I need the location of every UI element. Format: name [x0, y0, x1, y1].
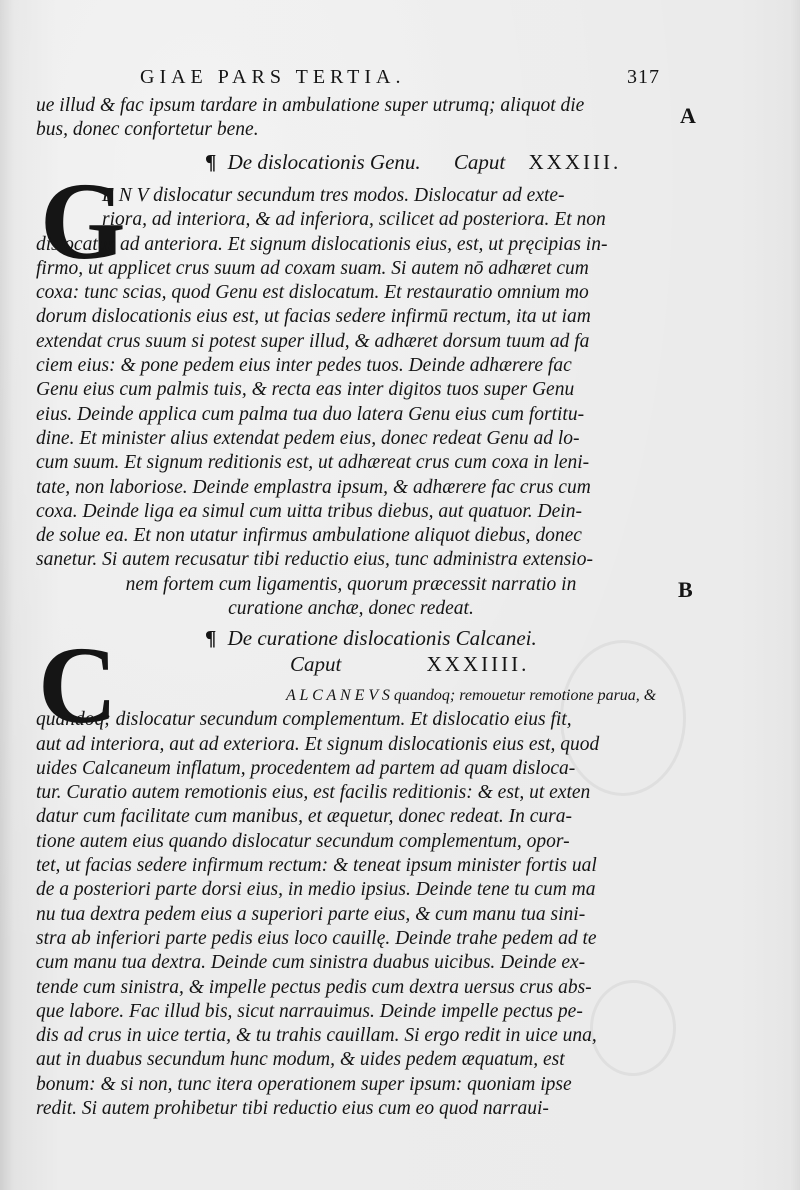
text-line: cum manu tua dextra. Deinde cum sinistra duabus uicibus. Deinde ex- — [36, 952, 586, 974]
text-line: datur cum facilitate cum manibus, et æquetur, donec redeat. In cura- — [36, 806, 572, 828]
text-line: dine. Et minister alius extendat pedem eius, donec redeat Genu ad lo- — [36, 427, 580, 449]
text-line: aut ad interiora, aut ad exteriora. Et signum dislocationis eius est, quod — [36, 733, 600, 755]
text-line: de a posteriori parte dorsi eius, in medio ipsius. Deinde tene tu cum ma — [36, 879, 596, 901]
caput-label: Caput — [453, 150, 506, 174]
text-line: tate, non laboriose. Deinde emplastra ipsum, & adhærere fac crus cum — [36, 476, 591, 498]
text-line-centered: curatione anchæ, donec redeat. — [228, 598, 474, 620]
chapter-heading — [205, 150, 621, 175]
pilcrow-icon: ¶ — [205, 150, 217, 174]
text-line: dis ad crus in uice tertia, & tu trahis cauillam. Si ergo redit in uice una, — [36, 1025, 597, 1047]
text-line: tione autem eius quando dislocatur secundum complementum, opor- — [36, 830, 570, 852]
intro-paragraph — [36, 94, 666, 143]
text-line: de solue ea. Et non utatur infirmus ambulatione aliquot diebus, donec — [36, 525, 582, 547]
text-line: A L C A N E V S quandoq; remouetur remotione parua, & — [286, 687, 657, 704]
chapter-title: De curatione dislocationis Calcanei. — [227, 626, 537, 650]
text-line: tet, ut facias sedere infirmum rectum: & teneat ipsum minister fortis ual — [36, 855, 597, 877]
text-line: tende cum sinistra, & impelle pectus pedis cum dextra uersus crus abs- — [36, 976, 592, 998]
text-line: ciem eius: & pone pedem eius inter pedes tuos. Deinde adhærere fac — [36, 355, 572, 377]
text-line: stra ab inferiori parte pedis eius loco cauillę. Deinde trahe pedem ad te — [36, 927, 597, 949]
text-line: riora, ad interiora, & ad inferiora, scilicet ad posteriora. Et non — [102, 209, 606, 231]
margin-letter-a: A — [680, 103, 696, 128]
caput-label: Caput — [290, 652, 342, 676]
text-line: extendat crus suum si potest super illud, & adhæret dorsum tuum ad fa — [36, 330, 590, 352]
page-number: 317 — [627, 66, 660, 88]
text-line: sanetur. Si autem recusatur tibi reductio eius, tunc administra extensio- — [36, 549, 593, 571]
text-line: uides Calcaneum inflatum, procedentem ad partem ad quam disloca- — [36, 757, 576, 779]
drop-cap: C — [38, 624, 118, 746]
text-line-centered: nem fortem cum ligamentis, quorum præcessit narratio in — [125, 573, 577, 595]
text-line: firmo, ut applicet crus suum ad coxam suam. Si autem nō adhæret cum — [36, 257, 589, 279]
drop-cap: G — [40, 160, 126, 282]
running-header — [140, 66, 660, 89]
pilcrow-icon: ¶ — [205, 626, 217, 650]
margin-letter-b: B — [678, 577, 693, 602]
caput-number: XXXIII. — [528, 150, 622, 174]
chapter-heading — [205, 626, 537, 651]
text-line: redit. Si autem prohibetur tibi reductio eius cum eo quod narraui- — [36, 1098, 549, 1120]
text-line: cum suum. Et signum reditionis est, ut adhæreat crus cum coxa in leni- — [36, 452, 590, 474]
chapter-text — [36, 184, 666, 621]
text-line: coxa. Deinde liga ea simul cum uitta tribus diebus, aut quatuor. Dein- — [36, 500, 582, 522]
text-line: bus, donec confortetur bene. — [36, 119, 259, 141]
chapter-text — [36, 684, 666, 1121]
caput-line — [290, 652, 529, 677]
text-line: E N V dislocatur secundum tres modos. Dislocatur ad exte- — [102, 185, 565, 206]
text-line: aut in duabus secundum hunc modum, & uides pedem æquatum, est — [36, 1049, 565, 1071]
running-title: GIAE PARS TERTIA. — [140, 66, 406, 88]
text-line: ue illud & fac ipsum tardare in ambulatione super utrumq; aliquot die — [36, 95, 585, 116]
text-line: Genu eius cum palmis tuis, & recta eas inter digitos tuos super Genu — [36, 379, 575, 401]
text-line: dislocatur ad anteriora. Et signum dislocationis eius, est, ut pręcipias in- — [36, 233, 608, 255]
text-line: que labore. Fac illud bis, sicut narrauimus. Deinde impelle pectus pe- — [36, 1000, 583, 1022]
chapter-title: De dislocationis Genu. — [227, 150, 421, 174]
text-line: coxa: tunc scias, quod Genu est dislocatum. Et restauratio omnium mo — [36, 282, 589, 304]
text-line: quandoq; dislocatur secundum complementum. Et dislocatio eius fit, — [36, 709, 572, 731]
caput-number: XXXIIII. — [426, 652, 530, 676]
text-line: bonum: & si non, tunc itera operationem super ipsum: quoniam ipse — [36, 1073, 572, 1095]
text-line: tur. Curatio autem remotionis eius, est facilis reditionis: & est, ut exten — [36, 782, 591, 804]
text-line: nu tua dextra pedem eius a superiori parte eius, & cum manu tua sini- — [36, 903, 586, 925]
text-line: eius. Deinde applica cum palma tua duo latera Genu eius cum fortitu- — [36, 403, 585, 425]
text-line: dorum dislocationis eius est, ut facias sedere infirmū rectum, ita ut iam — [36, 306, 591, 328]
